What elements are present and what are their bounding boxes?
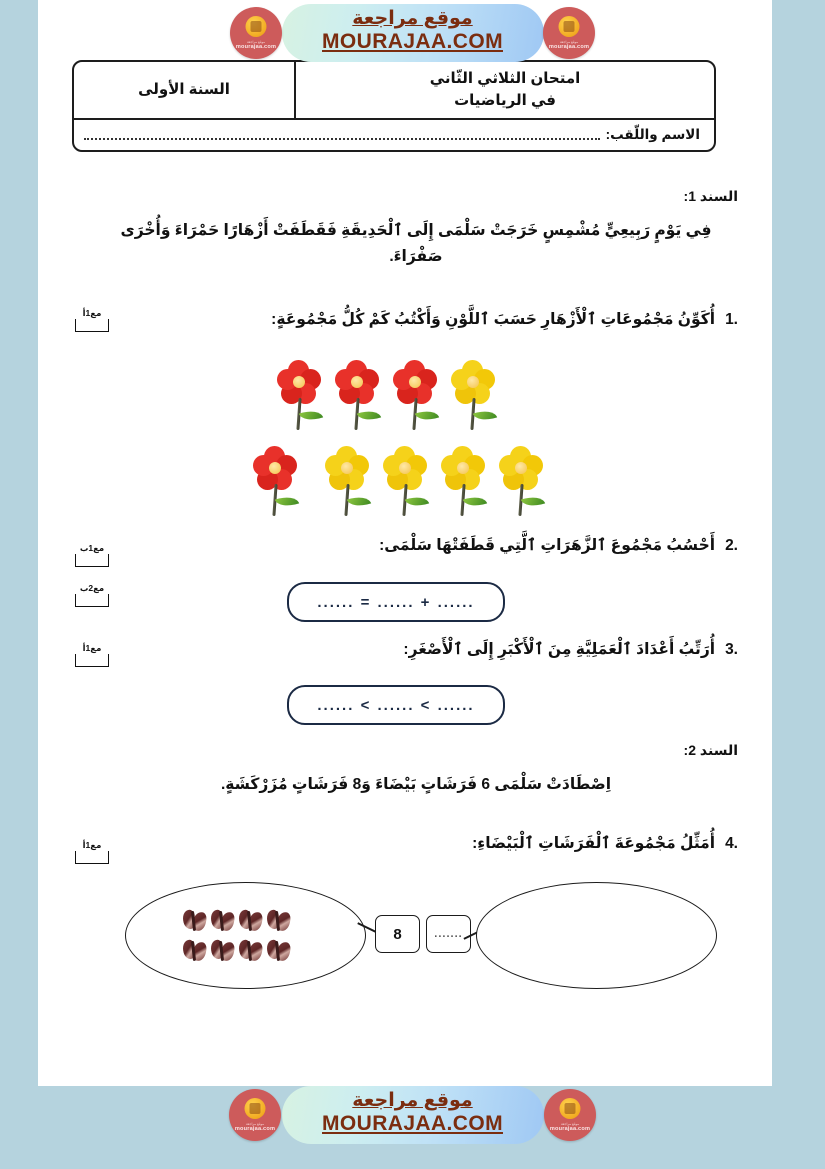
question-3-number: 3. — [725, 641, 738, 658]
top-branding-banner — [0, 2, 825, 64]
banner-title-domain: MOURAJAA.COM — [322, 1111, 503, 1135]
butterfly-group-left[interactable] — [125, 882, 366, 989]
answer-box-order[interactable]: ...... < ...... < ...... — [287, 685, 505, 725]
question-4-number: 4. — [725, 835, 738, 852]
flower-yellow — [376, 444, 434, 518]
question-3 — [403, 640, 738, 659]
logo-caption-main: mourajaa.com — [235, 44, 277, 50]
exam-title-line2: في الرياضيات — [454, 92, 556, 109]
exam-header-table — [72, 60, 716, 152]
banner-title-domain: MOURAJAA.COM — [322, 29, 503, 53]
flower-row-1 — [270, 358, 502, 432]
answer-box-sum[interactable]: ...... = ...... + ...... — [287, 582, 505, 622]
butterfly-icon — [237, 937, 265, 967]
logo-caption-main: mourajaa.com — [234, 1126, 276, 1132]
butterfly-icon — [181, 937, 209, 967]
question-4-text: أُمَثِّلُ مَجْمُوعَةَ ٱلْفَرَشَاتِ ٱلْبَيْضَاءِ: — [472, 835, 716, 852]
banner-title-arabic: موقع مراجعة — [352, 1090, 473, 1111]
logo-caption-small: موقع مراجعة — [559, 40, 579, 44]
section-1-text — [94, 218, 738, 271]
section-1-label: السند 1: — [683, 188, 738, 204]
school-year-cell: السنة الأولى — [138, 80, 230, 98]
student-name-blank[interactable] — [84, 137, 600, 140]
competency-marker-box[interactable] — [75, 594, 109, 607]
question-2 — [379, 536, 738, 555]
competency-marker-box[interactable] — [75, 319, 109, 332]
section-2-text-line1: اِصْطَادَتْ سَلْمَى 6 فَرَشَاتٍ بَيْضَاءَ وَ8 فَرَشَاتٍ مُزَرْكَشَةٍ. — [220, 776, 612, 793]
flower-red — [328, 358, 386, 432]
question-2-number: 2. — [725, 537, 738, 554]
banner-title[interactable] — [253, 1090, 573, 1136]
exam-title-cell — [294, 62, 714, 118]
butterfly-icon — [265, 937, 293, 967]
competency-marker-box[interactable] — [75, 654, 109, 667]
flower-red — [270, 358, 328, 432]
question-1-text: أُكَوِّنُ مَجْمُوعَاتِ ٱلْأَزْهَارِ حَسَبَ ٱللَّوْنِ وَأَكْتُبُ كَمْ كُلُّ مَجْمُوعَةٍ: — [271, 311, 716, 328]
competency-marker — [70, 543, 114, 567]
section-2-label: السند 2: — [683, 742, 738, 758]
competency-marker-label: مع2ب — [79, 583, 105, 593]
section-2-text — [94, 772, 738, 798]
butterfly-cluster — [179, 907, 293, 967]
question-1-number: 1. — [725, 311, 738, 328]
butterfly-icon — [265, 907, 293, 937]
competency-marker-label: مع1أ — [82, 840, 102, 850]
question-2-text: أَحْسُبُ مَجْمُوعَ ٱلزَّهَرَاتِ ٱلَّتِي قَطَفَتْهَا سَلْمَى: — [379, 537, 716, 554]
competency-marker — [70, 840, 114, 864]
flower-yellow — [318, 444, 376, 518]
count-box-right[interactable]: ....... — [426, 915, 471, 953]
flower-red — [246, 444, 304, 518]
question-3-text: أُرَتِّبُ أَعْدَادَ ٱلْعَمَلِيَّةِ مِنَ ٱلْأَكْبَرِ إِلَى ٱلْأَصْغَرِ: — [403, 641, 716, 658]
logo-caption-main: mourajaa.com — [549, 1126, 591, 1132]
exam-title-line1: امتحان الثلاثي الثّاني — [429, 69, 581, 87]
butterfly-group-right[interactable] — [476, 882, 717, 989]
competency-marker — [70, 308, 114, 332]
flower-yellow — [444, 358, 502, 432]
question-1 — [271, 310, 738, 329]
logo-caption-main: mourajaa.com — [548, 44, 590, 50]
competency-marker-label: مع1ب — [79, 543, 105, 553]
exam-header-row — [74, 62, 714, 118]
worksheet-page — [38, 0, 772, 1086]
logo-caption-small: موقع مراجعة — [246, 40, 266, 44]
competency-marker-box[interactable] — [75, 554, 109, 567]
flower-yellow — [434, 444, 492, 518]
banner-title[interactable] — [253, 8, 573, 54]
flower-row-2 — [246, 444, 550, 518]
flower-yellow — [492, 444, 550, 518]
count-box-left[interactable]: 8 — [375, 915, 420, 953]
butterfly-icon — [237, 907, 265, 937]
section-1-text-line2: صَفْرَاءَ. — [389, 248, 443, 266]
competency-marker-label: مع1أ — [82, 308, 102, 318]
banner-title-arabic: موقع مراجعة — [352, 8, 473, 29]
butterfly-icon — [209, 937, 237, 967]
butterfly-icon — [181, 907, 209, 937]
bottom-branding-banner — [0, 1084, 825, 1146]
competency-marker — [70, 583, 114, 607]
competency-marker-label: مع1أ — [82, 643, 102, 653]
student-name-row — [74, 120, 714, 150]
logo-caption-small: موقع مراجعة — [560, 1122, 580, 1126]
competency-marker-box[interactable] — [75, 851, 109, 864]
student-name-label: الاسم واللّقب: — [605, 127, 700, 142]
flower-red — [386, 358, 444, 432]
section-1-text-line1: فِي يَوْمٍ رَبِيعِيٍّ مُشْمِسٍ خَرَجَتْ سَلْمَى إِلَى ٱلْحَدِيقَةِ فَقَطَفَتْ أَزْهَارًا حَمْرَاءَ وَأُخْرَى — [120, 222, 712, 239]
competency-marker — [70, 643, 114, 667]
question-4 — [472, 834, 738, 853]
butterfly-icon — [209, 907, 237, 937]
logo-caption-small: موقع مراجعة — [245, 1122, 265, 1126]
